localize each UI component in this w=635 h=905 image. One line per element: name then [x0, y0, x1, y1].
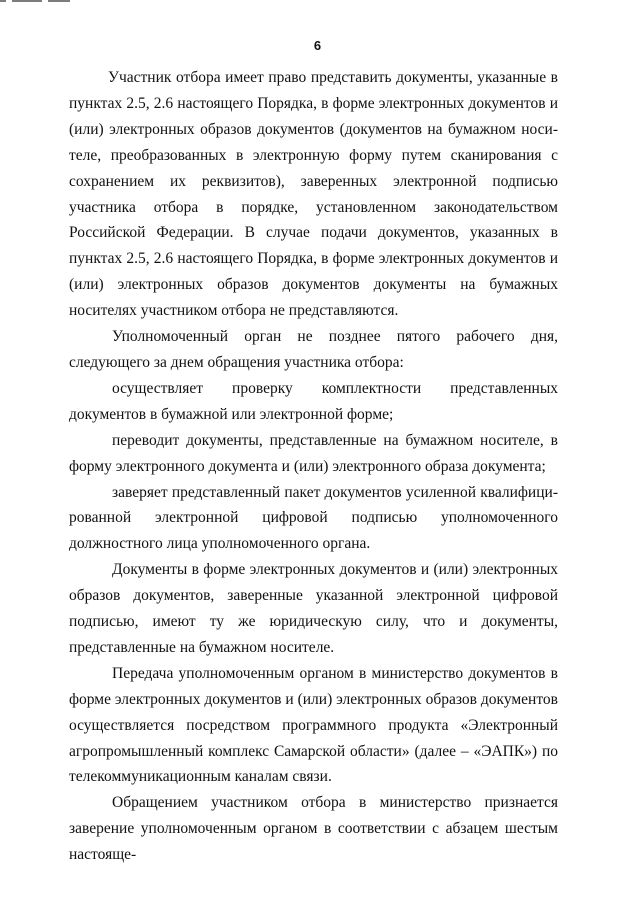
- document-body: [69, 65, 558, 868]
- paragraph-legal-force: Документы в форме электронных документов и (или) электронных образов документов, заверенные указанной электронной цифровой подписью, имеют ту же юридическую силу, что и документы, представленные на бумажном носителе.: [69, 561, 558, 656]
- page-number: 6: [313, 38, 322, 53]
- paragraph-conversion: переводит документы, представленные на бумажном носителе, в форму электронного документа и (или) электронного образа документа;: [69, 431, 558, 475]
- scan-edge-mark: [0, 0, 110, 3]
- paragraph-completeness-check: осуществляет проверку комплектности представленных документов в бумажной или электронной форме;: [69, 379, 558, 423]
- paragraph-certification: заверяет представленный пакет документов усиленной квалифицированной электронной цифровой подписью уполномоченного должностного лица уполномоченного органа.: [69, 483, 558, 553]
- paragraph-authorized-body-deadline: Уполномоченный орган не позднее пятого рабочего дня, следующего за днем обращения участника отбора:: [69, 328, 558, 371]
- paragraph-submission-right: Участник отбора имеет право представить документы, указанные в пунктах 2.5, 2.6 настоящего Порядка, в форме электронных документов и (или) электронных образов документов (документов на бумажном носителе, преобразованных в электронную форму путем сканирования с сохранением их реквизитов), заверенных электронной подписью участника отбора в порядке, установленном законодательством Российской Федерации. В случае подачи документов, указанных в пунктах 2.5, 2.6 настоящего Порядка, в форме электронных документов и (или) электронных образов документов документы на бумажных носителях участником отбора не представляются.: [69, 69, 558, 320]
- paragraph-transfer-eapk: Передача уполномоченным органом в министерство документов в форме электронных документов и (или) электронных образов документов осуществляется посредством программного продукта «Электронный агропромышленный комплекс Самарской области» (далее – «ЭАПК») по телекоммуникационным каналам связи.: [69, 664, 558, 786]
- paragraph-application-recognition: Обращением участником отбора в министерство признается заверение уполномоченным органом в соответствии с абзацем шестым настояще-: [69, 794, 558, 864]
